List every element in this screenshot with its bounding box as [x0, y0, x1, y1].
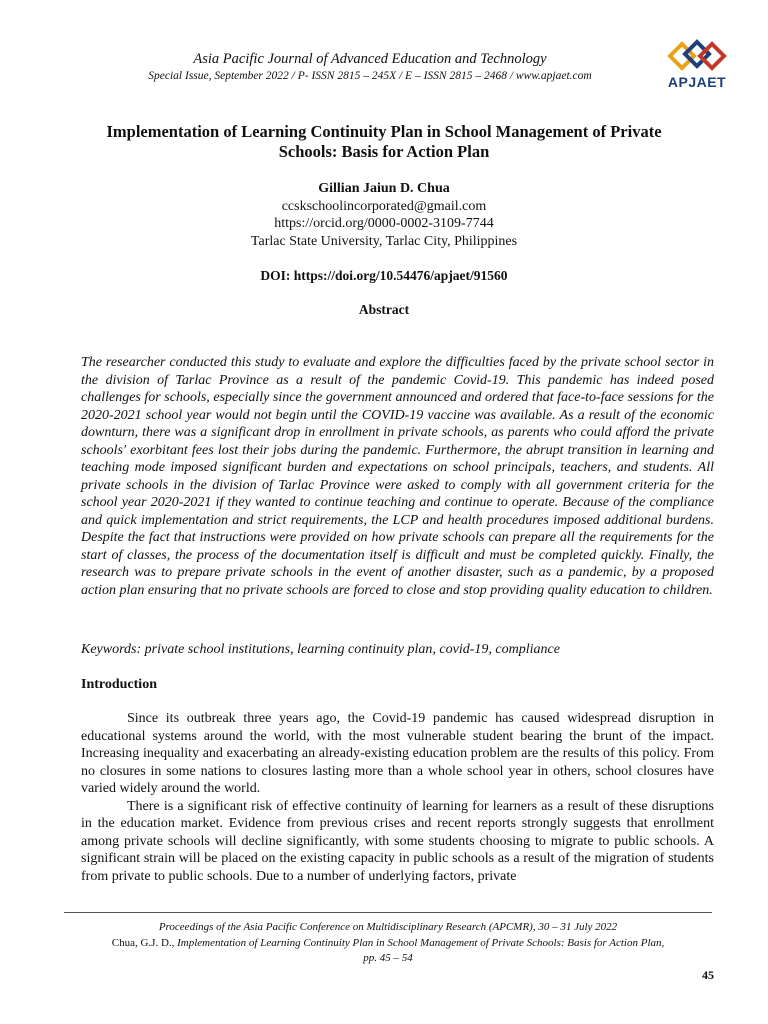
page-number: 45	[702, 968, 714, 982]
intro-paragraph: There is a significant risk of effective continuity of learning for learners as a result of these disruptions in the education market. Evidence from previous crises and recent reports strongly suggests that enrollment among private schools will decline significantly, with some students choosing to migrate to public schools. A significant strain will be placed on the existing capacity in public schools as a result of the migration of students from private to public schools. Due to a number of underlying factors, private	[81, 798, 714, 884]
logo-diamonds	[670, 42, 724, 68]
footer-citation	[64, 936, 712, 952]
author-orcid: https://orcid.org/0000-0002-3109-7744	[274, 216, 494, 231]
abstract-heading: Abstract	[358, 302, 410, 317]
article-doi: DOI: https://doi.org/10.54476/apjaet/91560	[260, 268, 508, 283]
footer-citation-author: Chua, G.J. D.,	[111, 936, 175, 949]
keywords: Keywords: private school institutions, learning continuity plan, covid-19, compliance	[81, 642, 560, 657]
journal-name: Asia Pacific Journal of Advanced Education and Technology	[193, 51, 547, 67]
author-affiliation: Tarlac State University, Tarlac City, Philippines	[250, 233, 518, 249]
footer-divider	[64, 912, 712, 913]
logo-text: APJAET	[667, 74, 727, 90]
author-block	[90, 180, 678, 250]
page-footer	[64, 920, 712, 967]
introduction-body	[81, 710, 714, 885]
journal-issue-line: Special Issue, September 2022 / P- ISSN 2815 – 245X / E – ISSN 2815 – 2468 / www.apjaet.com	[148, 70, 592, 82]
journal-header	[80, 50, 660, 84]
footer-proceedings: Proceedings of the Asia Pacific Conference on Multidisciplinary Research (APCMR), 30 – 31 July 2022	[158, 921, 618, 933]
article-title: Implementation of Learning Continuity Plan in School Management of Private Schools: Basis for Action Plan	[106, 122, 662, 161]
footer-citation-pages: pp. 45 – 54	[363, 952, 413, 964]
author-email: ccskschoolincorporated@gmail.com	[281, 198, 487, 214]
intro-paragraph: Since its outbreak three years ago, the Covid-19 pandemic has caused widespread disruption in educational systems around the world, with the most vulnerable student bearing the brunt of the impact. Increasing inequality and exacerbating an already-existing education problem are the results of this policy. From no closures in some nations to closures lasting more than a whole school year in others, school closures have varied widely around the world.	[81, 711, 714, 796]
author-name: Gillian Jaiun D. Chua	[318, 181, 450, 196]
introduction-heading: Introduction	[81, 677, 157, 692]
abstract-text: The researcher conducted this study to evaluate and explore the difficulties faced by the private school sector in the division of Tarlac Province as a result of the pandemic Covid-19. This pandemic has indeed posed challenges for schools, especially since the government announced and ordered that face-to-face sessions for the 2020-2021 school year would not begin until the COVID-19 vaccine was available. As a result of the economic downturn, there was a significant drop in enrollment in private schools, as parents who could afford the private schools' exorbitant fees lost their jobs during the pandemic. Furthermore, the abrupt transition in learning and teaching mode imposed significant burden and expectations on school principals, teachers, and students. All private schools in the division of Tarlac Province were asked to comply with all government criteria for the school year 2020-2021 if they wanted to continue teaching and continue to operate. Because of the compliance and quick implementation and strict requirements, the LCP and health procedures imposed additional burdens. Despite the fact that instructions were provided on how private schools can prepare all the requirements for the start of classes, the process of the documentation itself is difficult and must be completed quickly. Finally, the research was to prepare private schools in the event of another disaster, such as a pandemic, by a proposed action plan ensuring that no private schools are forced to close and stop providing quality education to children.	[81, 355, 714, 598]
footer-citation-title: Implementation of Learning Continuity Plan in School Management of Private Schools: Basis for Action Plan,	[177, 936, 665, 949]
